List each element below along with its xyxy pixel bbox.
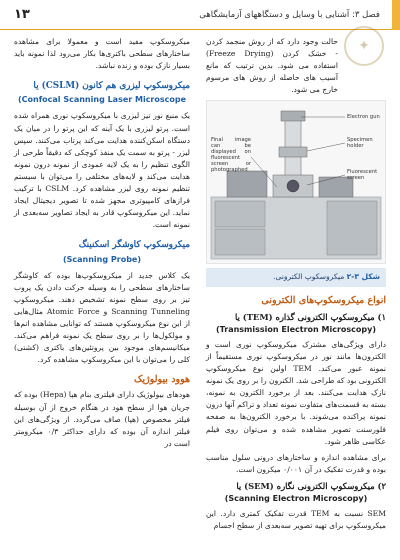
left-column [14, 36, 190, 552]
probe-text: یک کلاس جدید از میکروسکوپ‌ها بوده که کاوشگر ساختارهای سطحی را به وسیله حرکت دادن یک پروب تیز بر روی سطح نمونه تشخیص دهند. میکروسکوپ Scanning Tunneling و Atomic Force مثال‌هایی از این نوع میکروسکوپ هستند که توانایی مشاهده اتم‌ها و مولکول‌ها را بر روی سطح یک نمونه فراهم می‌کند. میکانیسم‌های موجود بین پروتئین‌های باکتری (کشتی) کلی را می‌توان با این میکروسکوپ مشاهده کرد. [14, 270, 191, 365]
figure-caption-text: میکروسکوپ الکترونی. [273, 272, 345, 282]
hood-heading: هوود بیولوژیک [134, 374, 190, 386]
clsm-heading: میکروسکوپ لیزری هم کانون (CSLM) یا [33, 81, 190, 92]
label-electron-gun: Electron gun [347, 114, 380, 121]
right-column [206, 36, 386, 552]
probe-heading-en: (Scanning Probe) [62, 254, 141, 264]
clsm-heading-en: (Confocal Scanning Laser Microscope [17, 95, 187, 105]
tem-text: دارای ویژگی‌های مشترک میکروسکوپ نوری است و الکترون‌ها مانند نور در میکروسکوپ نوری مستقیماً از نمونه عبور می‌کند. TEM اولین نوع میکروسکوپ الکترونی بود که طراحی شد. الکترون را بر روی یک نمونه نازک هدایت می‌کنند. بعد از برخورد الکترون به نمونه، بسته به قسمت‌های متفاوت نمونه تعداد و تراکم آنها درون نمونه پراکنده می‌شوند. با برخورد الکترون‌ها به صفحه فلورسنت تصویر مشاهده شده و می‌توان روی فیلم عکاسی ظاهر شود. [206, 339, 386, 446]
left-intro-text: میکروسکوپ مفید است و معمولا برای مشاهده ساختارهای سطحی باکتری‌ها بکار می‌رود لذا نمونه باید بسیار نازک بوده و زنده نباشد. [14, 37, 190, 71]
sem-heading-en: (Scanning Electron Microscopy) [224, 493, 368, 503]
section-title-types: انواع میکروسکوپ‌های الکترونی [261, 294, 386, 306]
electron-microscope-figure [206, 100, 386, 264]
tem-heading-en: (Transmission Electron Microscopy) [216, 324, 376, 334]
tem-heading: ۱) میکروسکوپ الکترونی گذاره (TEM) یا [234, 311, 386, 322]
sem-heading: ۲) میکروسکوپ الکترونی نگاره (SEM) یا [236, 480, 386, 491]
sem-text: SEM نسبت به TEM قدرت تفکیک کمتری دارد. این میکروسکوپ برای تهیه تصویر سه‌بعدی از سطح اجسام [206, 509, 386, 531]
figure-caption [206, 268, 386, 286]
label-specimen-holder: Specimen holder [347, 137, 373, 150]
tem-text-2: برای مشاهده اندازه و ساختارهای درونی سلول مناسب بوده و قدرت تفکیک در آن ۰/۰۰۱ میکرون است. [206, 452, 386, 474]
electron-microscope-illustration [207, 101, 385, 263]
seal-icon: ✦ [344, 26, 384, 66]
figure-number: شکل ۳-۲ [346, 272, 380, 282]
chapter-title: فصل ۳: آشنایی با وسایل و دستگاههای آزمایشگاهی [199, 9, 380, 20]
right-intro-text: حالت وجود دارد که از روش منجمد کردن - خشک کردن (Freeze Drying) استفاده می شود. بدین ترتیب که مانع آسیب های حاصله از روش های مرسوم خارج می شود. [206, 37, 338, 95]
label-fluorescent-screen: Fluorescent screen [347, 169, 378, 182]
clsm-text: یک منبع نور تیز لیزری با میکروسکوپ نوری همراه شده است. پرتو لیزری با یک آینه که این پرتو را در میان یک دستگاه اسکن‌کننده هدایت می‌کند پرتاب می‌کنند. سپس لیزر - پرتو به سمت یک منفذ کوچکی که دقیقاً طرحی از الگوی تنظیم را به یک لایه عمودی از نمونه درون نمونه هدایت می‌کند و لایه‌های مختلفی را می‌توان با سیستم تنظیم نمونه روی لیزر مشاهده کرد. CSLM با ترکیب فرازهای کامپیوتری مجهز شده تا تصویر دیجیتال ایجاد نماید. این میکروسکوپ قادر به ایجاد تصاویر سه‌بعدی از نمونه است. [14, 111, 190, 230]
probe-heading: میکروسکوپ کاوشگر اسکنینگ [78, 240, 190, 251]
page-number: ۱۳ [14, 7, 30, 22]
hood-text: هودهای بیولوژیک دارای فیلتری بنام هپا (Hepa) بوده که جریان هوا از سطح هود در هنگام خروج از آن بوسیله فیلتر مخصوص (هپا) صاف می‌گردد. از ویژگی‌های این فیلتر اندازه آن بوده که دارای حداکثر ۰/۳ میکرومتر است در [14, 390, 191, 448]
label-final-image: Final image can be displayed on fluorescent screen or photographed [211, 137, 251, 174]
